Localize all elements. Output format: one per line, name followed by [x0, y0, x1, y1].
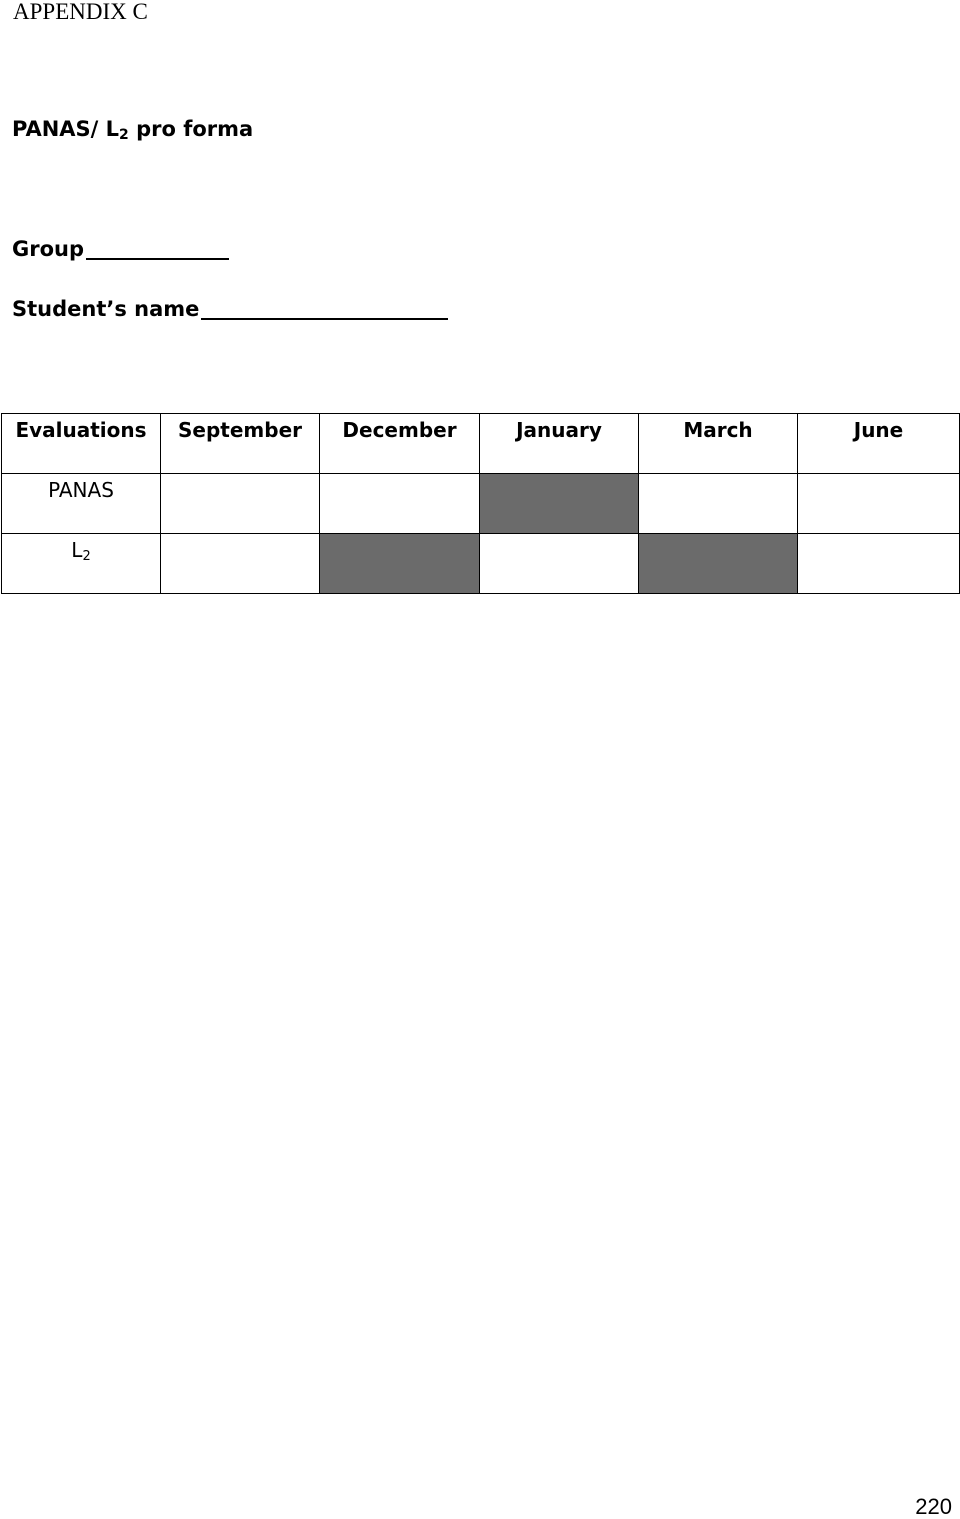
- row-label-text: PANAS: [48, 478, 114, 502]
- student-name-blank-line[interactable]: [201, 317, 448, 320]
- student-name-field: [12, 295, 448, 323]
- group-label: Group: [12, 237, 85, 261]
- column-header-june: June: [798, 414, 960, 474]
- table-row: [2, 534, 960, 594]
- evaluation-table: [1, 413, 960, 594]
- table-row: [2, 474, 960, 534]
- row-label-l2: [2, 534, 161, 594]
- table-cell[interactable]: [798, 534, 960, 594]
- column-header-december: December: [320, 414, 480, 474]
- shaded-cell: [639, 534, 798, 594]
- table-cell[interactable]: [161, 474, 320, 534]
- column-header-january: January: [480, 414, 639, 474]
- table-cell[interactable]: [161, 534, 320, 594]
- student-name-label: Student’s name: [12, 297, 200, 321]
- row-label-subscript: 2: [82, 549, 91, 564]
- row-label-text: L: [71, 538, 83, 562]
- column-header-march: March: [639, 414, 798, 474]
- title-suffix: pro forma: [128, 117, 254, 141]
- group-blank-line[interactable]: [86, 257, 229, 260]
- page-title: [12, 115, 253, 143]
- table-cell[interactable]: [639, 474, 798, 534]
- table-header-row: [2, 414, 960, 474]
- shaded-cell: [320, 534, 480, 594]
- table-cell[interactable]: [480, 534, 639, 594]
- column-header-evaluations: Evaluations: [2, 414, 161, 474]
- shaded-cell: [480, 474, 639, 534]
- table-cell[interactable]: [320, 474, 480, 534]
- title-main: PANAS/ L: [12, 117, 120, 141]
- title-subscript: 2: [119, 127, 129, 143]
- appendix-label: APPENDIX C: [13, 0, 148, 24]
- table-cell[interactable]: [798, 474, 960, 534]
- page-number: 220: [915, 1494, 952, 1519]
- group-field: [12, 235, 229, 263]
- row-label-panas: [2, 474, 161, 534]
- column-header-september: September: [161, 414, 320, 474]
